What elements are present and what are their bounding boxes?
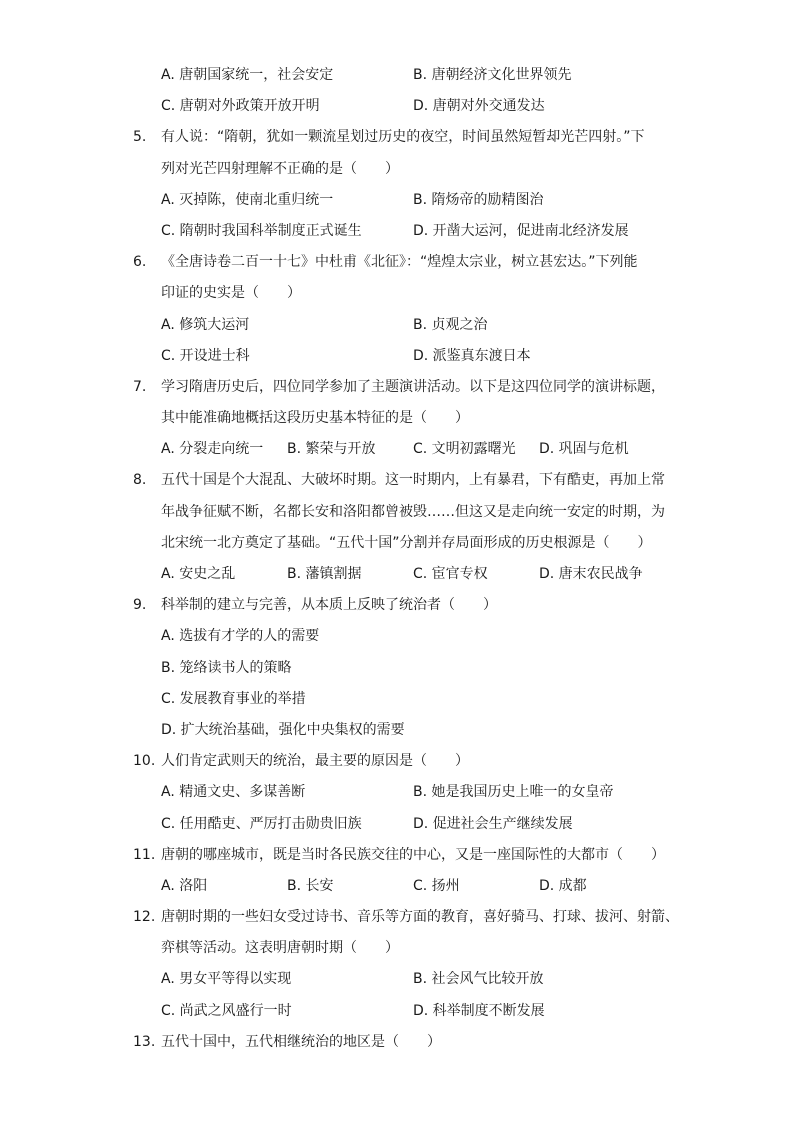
question-stem-text: 北宋统一北方奠定了基础。“五代十国”分割并存局面形成的历史根源是（ ） — [161, 534, 652, 551]
option-c: C. 唐朝对外政策开放开明 — [161, 98, 320, 115]
question-stem-text: 其中能准确地概括这段历史基本特征的是（ ） — [161, 410, 469, 427]
question-stem-line — [133, 590, 673, 621]
question-stem-text: 弈棋等活动。这表明唐朝时期（ ） — [161, 940, 399, 957]
continued-options-row — [133, 60, 673, 91]
options-row — [133, 715, 673, 746]
option-c: C. 开设进士科 — [161, 347, 250, 364]
options-row — [133, 964, 673, 995]
continued-options-row — [133, 91, 673, 122]
question-block — [133, 590, 673, 746]
option-a: A. 修筑大运河 — [161, 316, 250, 333]
question-stem-line — [133, 403, 673, 434]
option-b: B. 唐朝经济文化世界领先 — [413, 67, 572, 83]
option-b: B. 藩镇割据 — [287, 566, 362, 582]
option-c: C. 发展教育事业的举措 — [161, 690, 306, 707]
option-a: A. 唐朝国家统一，社会安定 — [161, 67, 334, 83]
question-stem-line — [133, 933, 673, 964]
question-block — [133, 465, 673, 590]
option-a: A. 分裂走向统一 — [161, 441, 264, 458]
question-stem-text: 唐朝时期的一些妇女受过诗书、音乐等方面的教育，喜好骑马、打球、拔河、射箭、 — [161, 909, 679, 926]
options-row — [133, 684, 673, 715]
option-b: B. 她是我国历史上唯一的女皇帝 — [413, 784, 614, 801]
question-stem-text: 五代十国中，五代相继统治的地区是（ ） — [161, 1033, 441, 1050]
question-stem-text: 唐朝的哪座城市，既是当时各民族交往的中心，又是一座国际性的大都市（ ） — [161, 846, 665, 863]
question-number: 13. — [133, 1033, 156, 1050]
question-list — [133, 60, 679, 1058]
question-block — [133, 122, 673, 247]
option-c: C. 隋朝时我国科举制度正式诞生 — [161, 222, 362, 239]
options-row — [133, 434, 673, 465]
option-d: D. 唐末农民战争 — [539, 566, 643, 582]
question-stem-line — [133, 122, 673, 153]
option-c: C. 扬州 — [413, 877, 460, 894]
question-stem-text: 列对光芒四射理解不正确的是（ ） — [161, 160, 399, 177]
question-block — [133, 247, 673, 372]
question-number: 5. — [133, 129, 147, 146]
question-stem-text: 年战争征赋不断，名都长安和洛阳都曾被毁……但这又是走向统一安定的时期，为 — [161, 503, 665, 520]
question-number: 8. — [133, 472, 147, 489]
option-c: C. 任用酷吏、严厉打击勋贵旧族 — [161, 815, 362, 832]
option-b: B. 贞观之治 — [413, 316, 488, 333]
options-row — [133, 809, 673, 840]
question-stem-line — [133, 278, 673, 309]
option-d: D. 唐朝对外交通发达 — [413, 98, 545, 115]
option-d: D. 扩大统治基础，强化中央集权的需要 — [161, 721, 405, 738]
question-block — [133, 746, 673, 840]
options-row — [133, 653, 673, 684]
option-c: C. 宦官专权 — [413, 566, 488, 582]
option-b: B. 笼络读书人的策略 — [161, 659, 292, 676]
options-row — [133, 216, 673, 247]
question-stem-text: 五代十国是个大混乱、大破坏时期。这一时期内，上有暴君，下有酷吏，再加上常 — [161, 472, 665, 489]
question-number: 9. — [133, 597, 147, 614]
question-block — [133, 1027, 673, 1058]
options-row — [133, 621, 673, 652]
question-number: 12. — [133, 909, 156, 926]
question-number: 10. — [133, 753, 156, 770]
option-b: B. 长安 — [287, 877, 334, 894]
question-stem-text: 印证的史实是（ ） — [161, 285, 301, 302]
question-stem-line — [133, 902, 679, 933]
question-block — [133, 372, 673, 466]
option-c: C. 文明初露曙光 — [413, 441, 516, 458]
question-number: 6. — [133, 254, 147, 271]
question-stem-line — [133, 746, 673, 777]
option-c: C. 尚武之风盛行一时 — [161, 1002, 292, 1019]
option-d: D. 成都 — [539, 877, 587, 894]
options-row — [133, 185, 673, 216]
question-number: 11. — [133, 846, 156, 863]
option-b: B. 繁荣与开放 — [287, 441, 376, 458]
question-stem-text: 学习隋唐历史后，四位同学参加了主题演讲活动。以下是这四位同学的演讲标题， — [161, 378, 665, 395]
option-a: A. 安史之乱 — [161, 566, 236, 582]
question-number: 7. — [133, 378, 147, 395]
option-d: D. 派鉴真东渡日本 — [413, 347, 531, 364]
question-stem-line — [133, 247, 673, 278]
option-a: A. 灭掉陈，使南北重归统一 — [161, 191, 334, 208]
options-row — [133, 559, 673, 590]
question-block — [133, 902, 679, 1027]
question-stem-line — [133, 497, 673, 528]
option-d: D. 科举制度不断发展 — [413, 1002, 545, 1019]
question-stem-line — [133, 1027, 673, 1058]
question-stem-line — [133, 840, 673, 871]
option-a: A. 选拔有才学的人的需要 — [161, 628, 320, 645]
question-stem-text: 《全唐诗卷二百一十七》中杜甫《北征》：“煌煌太宗业，树立甚宏达。”下列能 — [161, 254, 638, 271]
question-stem-text: 有人说：“隋朝，犹如一颗流星划过历史的夜空，时间虽然短暂却光芒四射。”下 — [161, 129, 645, 146]
option-b: B. 隋炀帝的励精图治 — [413, 191, 544, 208]
options-row — [133, 341, 673, 372]
question-stem-text: 科举制的建立与完善，从本质上反映了统治者（ ） — [161, 597, 497, 614]
option-a: A. 洛阳 — [161, 877, 208, 894]
question-stem-line — [133, 154, 673, 185]
question-block — [133, 840, 673, 902]
option-d: D. 开凿大运河，促进南北经济发展 — [413, 222, 629, 239]
option-a: A. 精通文史、多谋善断 — [161, 784, 306, 801]
option-d: D. 巩固与危机 — [539, 441, 629, 458]
question-stem-line — [133, 465, 673, 496]
question-stem-line — [133, 528, 673, 559]
options-row — [133, 777, 673, 808]
options-row — [133, 996, 673, 1027]
question-stem-line — [133, 372, 673, 403]
options-row — [133, 871, 673, 902]
option-d: D. 促进社会生产继续发展 — [413, 815, 573, 832]
question-stem-text: 人们肯定武则天的统治，最主要的原因是（ ） — [161, 753, 469, 770]
option-b: B. 社会风气比较开放 — [413, 971, 544, 988]
options-row — [133, 310, 673, 341]
option-a: A. 男女平等得以实现 — [161, 971, 292, 988]
